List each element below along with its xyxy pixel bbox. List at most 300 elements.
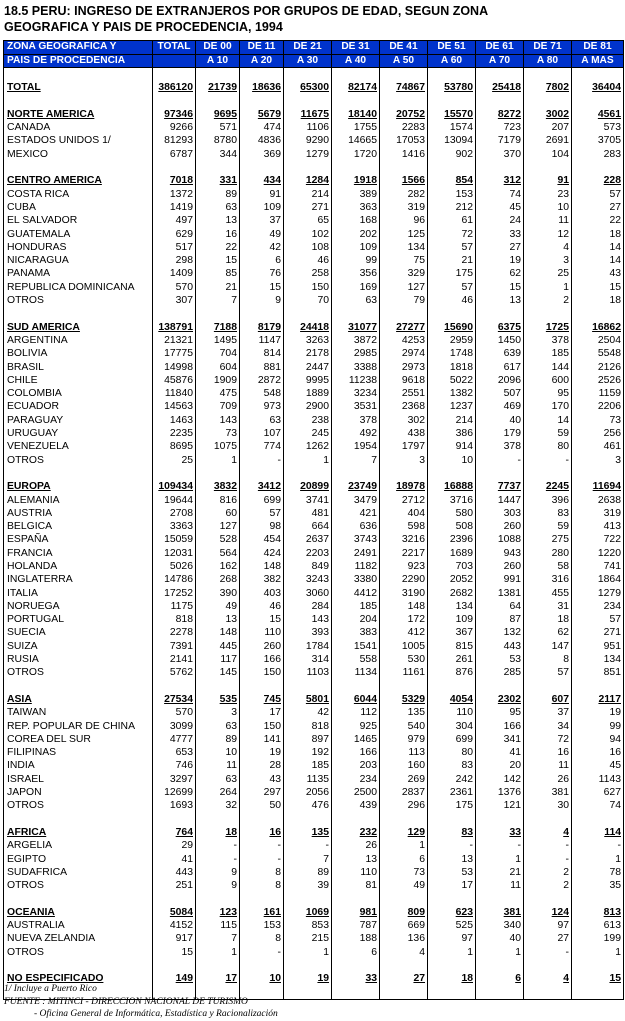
cell-value: 2959: [428, 334, 476, 347]
row-label: ITALIA: [4, 587, 153, 600]
cell-value: 11694: [572, 480, 624, 493]
cell-value: 283: [572, 148, 624, 161]
cell-value: 8179: [240, 321, 284, 334]
cell-value: 607: [524, 693, 572, 706]
cell-value: 70: [284, 294, 332, 307]
cell-value: 7802: [524, 81, 572, 94]
table-title: [4, 3, 622, 35]
cell-value: 3388: [332, 361, 380, 374]
cell-value: -: [428, 839, 476, 852]
cell-value: 344: [196, 148, 240, 161]
cell-value: 8: [240, 866, 284, 879]
cell-value: 3705: [572, 134, 624, 147]
row-label: ECUADOR: [4, 400, 153, 413]
cell-value: 393: [284, 626, 332, 639]
cell-value: 2117: [572, 693, 624, 706]
cell-value: 1284: [284, 174, 332, 187]
cell-value: 27: [476, 241, 524, 254]
cell-value: 81293: [153, 134, 196, 147]
cell-value: 214: [428, 414, 476, 427]
cell-value: 18: [428, 972, 476, 985]
cell-value: 58: [524, 560, 572, 573]
cell-value: 14665: [332, 134, 380, 147]
cell-value: 15059: [153, 533, 196, 546]
row-label: GUATEMALA: [4, 228, 153, 241]
cell-value: 20899: [284, 480, 332, 493]
cell-value: 815: [428, 640, 476, 653]
cell-value: 18140: [332, 108, 380, 121]
cell-value: 34: [524, 720, 572, 733]
cell-value: 15: [476, 281, 524, 294]
table-row: [4, 414, 624, 427]
row-label: COREA DEL SUR: [4, 733, 153, 746]
row-label: PORTUGAL: [4, 613, 153, 626]
cell-value: 413: [572, 520, 624, 533]
cell-value: 1147: [240, 334, 284, 347]
cell-value: 13: [332, 853, 380, 866]
table-row: [4, 334, 624, 347]
cell-value: 41: [476, 746, 524, 759]
cell-value: -: [524, 946, 572, 959]
cell-value: 150: [240, 720, 284, 733]
cell-value: 1279: [572, 587, 624, 600]
cell-value: 145: [196, 666, 240, 679]
row-label: OTROS: [4, 799, 153, 812]
cell-value: 1372: [153, 188, 196, 201]
header-age-group: A 40: [332, 54, 380, 68]
cell-value: [380, 813, 428, 826]
cell-value: 24: [476, 214, 524, 227]
cell-value: 1: [524, 281, 572, 294]
cell-value: 2638: [572, 494, 624, 507]
cell-value: [332, 161, 380, 174]
header-age-group: DE 51: [428, 41, 476, 55]
table-row: [4, 560, 624, 573]
cell-value: 481: [284, 507, 332, 520]
cell-value: 17: [240, 706, 284, 719]
cell-value: 43: [572, 267, 624, 280]
cell-value: 112: [332, 706, 380, 719]
cell-value: 443: [153, 866, 196, 879]
cell-value: 979: [380, 733, 428, 746]
cell-value: 63: [196, 773, 240, 786]
cell-value: 1005: [380, 640, 428, 653]
cell-value: [428, 161, 476, 174]
table-row: [4, 400, 624, 413]
cell-value: [380, 892, 428, 905]
row-label: HOLANDA: [4, 560, 153, 573]
cell-value: 6: [380, 853, 428, 866]
row-label: OTROS: [4, 454, 153, 467]
cell-value: 469: [476, 400, 524, 413]
cell-value: 23749: [332, 480, 380, 493]
cell-value: 40: [476, 932, 524, 945]
cell-value: 2691: [524, 134, 572, 147]
cell-value: [524, 467, 572, 480]
cell-value: 127: [380, 281, 428, 294]
table-row: [4, 254, 624, 267]
cell-value: 1: [476, 946, 524, 959]
cell-value: 269: [380, 773, 428, 786]
cell-value: 24418: [284, 321, 332, 334]
table-row: [4, 241, 624, 254]
cell-value: 604: [196, 361, 240, 374]
row-label: CHILE: [4, 374, 153, 387]
cell-value: 15570: [428, 108, 476, 121]
cell-value: 3190: [380, 587, 428, 600]
cell-value: [332, 985, 380, 999]
cell-value: 571: [196, 121, 240, 134]
row-label: OTROS: [4, 946, 153, 959]
cell-value: 19644: [153, 494, 196, 507]
cell-value: [572, 680, 624, 693]
cell-value: 369: [240, 148, 284, 161]
cell-value: 849: [284, 560, 332, 573]
cell-value: [284, 68, 332, 82]
cell-value: 443: [476, 640, 524, 653]
cell-value: 389: [332, 188, 380, 201]
cell-value: [476, 813, 524, 826]
cell-value: 150: [284, 281, 332, 294]
cell-value: 319: [572, 507, 624, 520]
row-label: COLOMBIA: [4, 387, 153, 400]
cell-value: 319: [380, 201, 428, 214]
cell-value: 787: [332, 919, 380, 932]
cell-value: [428, 307, 476, 320]
cell-value: 613: [572, 919, 624, 932]
cell-value: 528: [196, 533, 240, 546]
cell-value: -: [240, 853, 284, 866]
cell-value: 2235: [153, 427, 196, 440]
table-row: [4, 773, 624, 786]
cell-value: 234: [572, 600, 624, 613]
cell-value: [153, 307, 196, 320]
cell-value: 109: [428, 613, 476, 626]
cell-value: [153, 467, 196, 480]
cell-value: [240, 959, 284, 972]
cell-value: 1: [572, 946, 624, 959]
cell-value: 1954: [332, 440, 380, 453]
cell-value: 10: [428, 454, 476, 467]
cell-value: 14563: [153, 400, 196, 413]
row-label: NORTE AMERICA: [4, 108, 153, 121]
cell-value: 18636: [240, 81, 284, 94]
cell-value: 33: [332, 972, 380, 985]
spacer-row: [4, 161, 624, 174]
cell-value: 214: [284, 188, 332, 201]
header-label: PAIS DE PROCEDENCIA: [4, 54, 153, 68]
cell-value: 2290: [380, 573, 428, 586]
cell-value: 268: [196, 573, 240, 586]
cell-value: 49: [240, 228, 284, 241]
cell-value: 21321: [153, 334, 196, 347]
cell-value: [153, 161, 196, 174]
cell-value: 1103: [284, 666, 332, 679]
cell-value: -: [572, 839, 624, 852]
row-label: ARGENTINA: [4, 334, 153, 347]
cell-value: 12: [524, 228, 572, 241]
cell-value: 2837: [380, 786, 428, 799]
row-label: ALEMANIA: [4, 494, 153, 507]
header-age-group: A 60: [428, 54, 476, 68]
cell-value: 381: [524, 786, 572, 799]
cell-value: 2491: [332, 547, 380, 560]
row-label: SUIZA: [4, 640, 153, 653]
cell-value: [196, 307, 240, 320]
cell-value: 81: [332, 879, 380, 892]
cell-value: 134: [380, 241, 428, 254]
cell-value: 62: [524, 626, 572, 639]
cell-value: [428, 680, 476, 693]
cell-value: [240, 467, 284, 480]
cell-value: 21: [428, 254, 476, 267]
cell-value: 809: [380, 906, 428, 919]
cell-value: 242: [428, 773, 476, 786]
cell-value: 653: [153, 746, 196, 759]
cell-value: 314: [284, 653, 332, 666]
cell-value: 175: [428, 799, 476, 812]
cell-value: 421: [332, 507, 380, 520]
cell-value: 87: [476, 613, 524, 626]
cell-value: 629: [153, 228, 196, 241]
cell-value: 8: [240, 932, 284, 945]
cell-value: 530: [380, 653, 428, 666]
table-row: [4, 454, 624, 467]
cell-value: 102: [284, 228, 332, 241]
cell-value: 258: [284, 267, 332, 280]
cell-value: 53: [476, 653, 524, 666]
cell-value: 64: [476, 600, 524, 613]
cell-value: 298: [153, 254, 196, 267]
cell-value: [524, 307, 572, 320]
cell-value: 99: [572, 720, 624, 733]
cell-value: [332, 959, 380, 972]
cell-value: 1689: [428, 547, 476, 560]
cell-value: 46: [284, 254, 332, 267]
cell-value: 1: [476, 853, 524, 866]
cell-value: 21: [196, 281, 240, 294]
cell-value: 424: [240, 547, 284, 560]
cell-value: 61: [428, 214, 476, 227]
cell-value: 20752: [380, 108, 428, 121]
cell-value: 4: [524, 241, 572, 254]
cell-value: 1748: [428, 347, 476, 360]
cell-value: [240, 161, 284, 174]
table-row: [4, 759, 624, 772]
cell-value: 316: [524, 573, 572, 586]
cell-value: 517: [153, 241, 196, 254]
row-label: URUGUAY: [4, 427, 153, 440]
cell-value: 2872: [240, 374, 284, 387]
cell-value: 386: [428, 427, 476, 440]
cell-value: 2052: [428, 573, 476, 586]
cell-value: 110: [332, 866, 380, 879]
cell-value: 9: [240, 294, 284, 307]
row-label: BELGICA: [4, 520, 153, 533]
cell-value: 179: [476, 427, 524, 440]
cell-value: 434: [240, 174, 284, 187]
region-row: [4, 108, 624, 121]
cell-value: 23: [524, 188, 572, 201]
cell-value: 9618: [380, 374, 428, 387]
cell-value: [572, 95, 624, 108]
cell-value: 109: [332, 241, 380, 254]
cell-value: 160: [380, 759, 428, 772]
cell-value: 8695: [153, 440, 196, 453]
cell-value: 19: [572, 706, 624, 719]
cell-value: 1864: [572, 573, 624, 586]
table-row: [4, 547, 624, 560]
row-label: EUROPA: [4, 480, 153, 493]
cell-value: 97: [428, 932, 476, 945]
region-row: [4, 174, 624, 187]
table-row: [4, 374, 624, 387]
cell-value: 774: [240, 440, 284, 453]
cell-value: 147: [524, 640, 572, 653]
cell-value: [380, 95, 428, 108]
table-row: [4, 573, 624, 586]
cell-value: 991: [476, 573, 524, 586]
table-row: [4, 201, 624, 214]
row-label: REP. POPULAR DE CHINA: [4, 720, 153, 733]
cell-value: 14: [572, 241, 624, 254]
cell-value: 149: [153, 972, 196, 985]
table-row: [4, 281, 624, 294]
cell-value: 135: [380, 706, 428, 719]
cell-value: 135: [284, 826, 332, 839]
cell-value: 3002: [524, 108, 572, 121]
spacer-row: [4, 307, 624, 320]
cell-value: [284, 95, 332, 108]
cell-value: [572, 813, 624, 826]
table-row: [4, 520, 624, 533]
cell-value: 639: [476, 347, 524, 360]
row-label: PARAGUAY: [4, 414, 153, 427]
cell-value: 16862: [572, 321, 624, 334]
cell-value: [380, 68, 428, 82]
cell-value: [476, 307, 524, 320]
cell-value: 816: [196, 494, 240, 507]
cell-value: 80: [428, 746, 476, 759]
header-age-group: A 10: [196, 54, 240, 68]
cell-value: 1720: [332, 148, 380, 161]
cell-value: [476, 985, 524, 999]
cell-value: -: [476, 454, 524, 467]
table-row: [4, 613, 624, 626]
cell-value: 1075: [196, 440, 240, 453]
cell-value: 11840: [153, 387, 196, 400]
cell-value: [380, 985, 428, 999]
header-row-1: [4, 41, 624, 55]
cell-value: [196, 95, 240, 108]
row-label: ESTADOS UNIDOS 1/: [4, 134, 153, 147]
cell-value: 3060: [284, 587, 332, 600]
cell-value: 25: [524, 267, 572, 280]
cell-value: [240, 680, 284, 693]
cell-value: 1495: [196, 334, 240, 347]
header-age-group: DE 61: [476, 41, 524, 55]
cell-value: 7: [196, 932, 240, 945]
cell-value: 1447: [476, 494, 524, 507]
cell-value: 50: [240, 799, 284, 812]
cell-value: 476: [284, 799, 332, 812]
cell-value: 228: [572, 174, 624, 187]
cell-value: 1416: [380, 148, 428, 161]
footnotes: [4, 983, 278, 1021]
cell-value: 21739: [196, 81, 240, 94]
cell-value: 6: [476, 972, 524, 985]
cell-value: 2203: [284, 547, 332, 560]
cell-value: [196, 467, 240, 480]
cell-value: 17: [428, 879, 476, 892]
cell-value: 764: [153, 826, 196, 839]
cell-value: 153: [428, 188, 476, 201]
cell-value: 1: [428, 946, 476, 959]
cell-value: 1376: [476, 786, 524, 799]
cell-value: 85: [196, 267, 240, 280]
cell-value: [572, 161, 624, 174]
cell-value: 9995: [284, 374, 332, 387]
cell-value: 3412: [240, 480, 284, 493]
cell-value: 6375: [476, 321, 524, 334]
cell-value: 142: [476, 773, 524, 786]
row-label: [4, 467, 153, 480]
cell-value: 27277: [380, 321, 428, 334]
cell-value: 13: [428, 853, 476, 866]
cell-value: 1134: [332, 666, 380, 679]
cell-value: 617: [476, 361, 524, 374]
cell-value: 95: [476, 706, 524, 719]
header-age-group: DE 31: [332, 41, 380, 55]
cell-value: 4: [380, 946, 428, 959]
cell-value: 199: [572, 932, 624, 945]
cell-value: 25: [153, 454, 196, 467]
cell-value: 370: [476, 148, 524, 161]
cell-value: 2: [524, 879, 572, 892]
cell-value: [524, 813, 572, 826]
cell-value: 280: [524, 547, 572, 560]
cell-value: 110: [428, 706, 476, 719]
cell-value: 307: [153, 294, 196, 307]
cell-value: 275: [524, 533, 572, 546]
cell-value: 27534: [153, 693, 196, 706]
cell-value: 1755: [332, 121, 380, 134]
table-row: [4, 427, 624, 440]
cell-value: 11: [196, 759, 240, 772]
cell-value: 260: [240, 640, 284, 653]
cell-value: 75: [380, 254, 428, 267]
header-age-group: DE 00: [196, 41, 240, 55]
cell-value: 6: [332, 946, 380, 959]
cell-value: 3479: [332, 494, 380, 507]
row-label: TOTAL: [4, 81, 153, 94]
spacer-row: [4, 467, 624, 480]
cell-value: 261: [428, 653, 476, 666]
header-age-group: A 80: [524, 54, 572, 68]
cell-value: 65300: [284, 81, 332, 94]
cell-value: 3363: [153, 520, 196, 533]
cell-value: 185: [524, 347, 572, 360]
cell-value: [428, 95, 476, 108]
cell-value: 134: [572, 653, 624, 666]
cell-value: [380, 467, 428, 480]
cell-value: 3243: [284, 573, 332, 586]
spacer-row: [4, 68, 624, 82]
cell-value: 16: [524, 746, 572, 759]
cell-value: 914: [428, 440, 476, 453]
cell-value: 21: [476, 866, 524, 879]
cell-value: 95: [524, 387, 572, 400]
